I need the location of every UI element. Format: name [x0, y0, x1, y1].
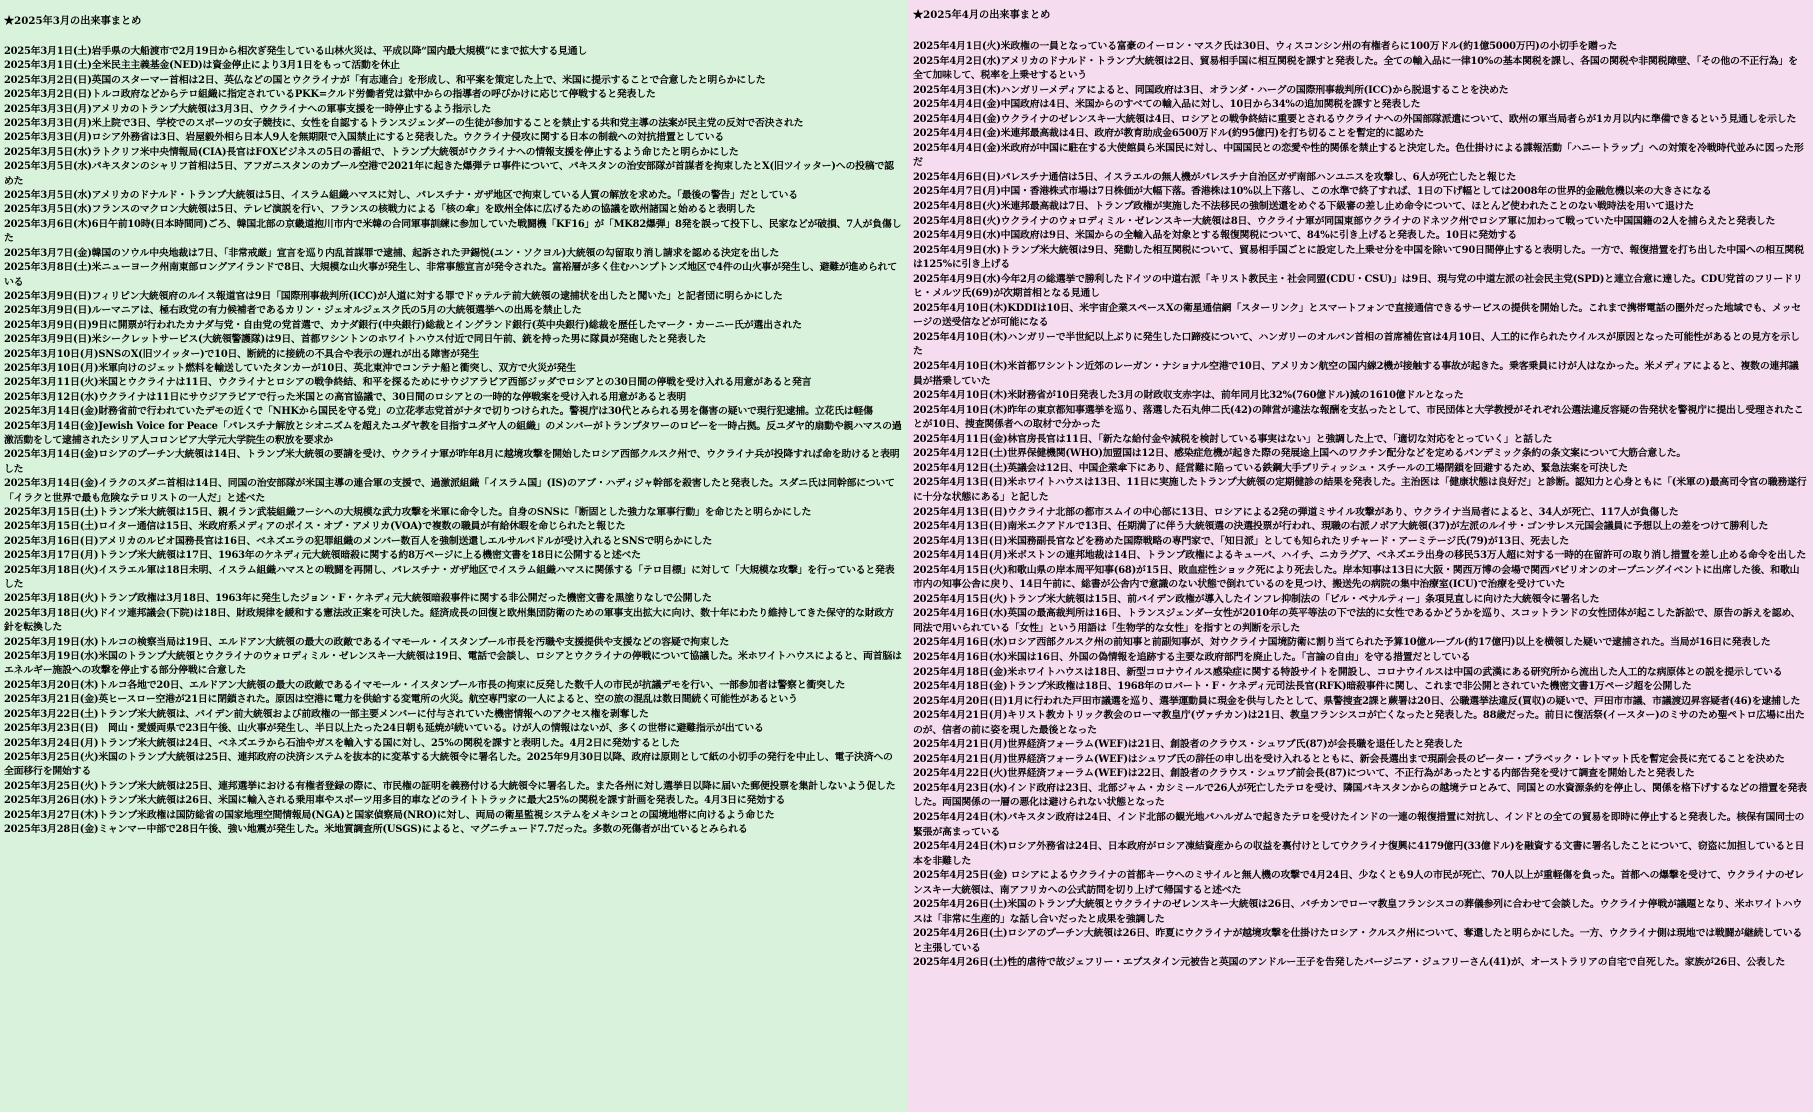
march-event-entry: 2025年3月25日(火)米国のトランプ大統領は25日、連邦政府の決済システムを抜本的に変革する大統領令に署名した。2025年9月30日以降、政府は原則として紙の小切手の発行を中止し、電子決済への全面移行を開始する [4, 751, 893, 778]
april-event-entry: 2025年4月4日(金)米連邦最高裁は4日、政府が教育助成金6500万ドル(約95億円)を打ち切ることを暫定的に認めた [913, 128, 1424, 140]
april-event-entry: 2025年4月26日(土)性的虐待で故ジェフリー・エプスタイン元被告と英国のアンドルー王子を告発したバージニア・ジュフリーさん(41)が、オーストラリアの自宅で自死した。家族が26日、公表した [913, 957, 1786, 969]
march-event-entry: 2025年3月9日(日)ルーマニアは、極右政党の有力候補者であるカリン・ジェオルジェスク氏の5月の大統領選挙への出馬を禁止した [4, 305, 582, 317]
march-event-entry: 2025年3月12日(水)ウクライナは11日にサウジアラビアで行った米国との高官協議で、30日間のロシアとの一時的な停戦案を受け入れる用意があると表明 [4, 391, 686, 403]
april-event-entry: 2025年4月10日(木)KDDIは10日、米宇宙企業スペースXの衛星通信網「スターリンク」とスマートフォンで直接通信できるサービスの提供を開始した。これまで携帯電話の圏外だった地域でも、メッセージの送受信などが可能になる [913, 302, 1801, 329]
march-event-entry: 2025年3月18日(火)イスラエル軍は18日未明、イスラム組織ハマスとの戦闘を再開し、パレスチナ・ガザ地区でイスラム組織ハマスに関係する「テロ目標」に対して「大規模な攻撃」を行っていると発表した [4, 564, 895, 591]
april-event-entry: 2025年4月12日(土)英議会は12日、中国企業傘下にあり、経営難に陥っている鉄鋼大手ブリティッシュ・スチールの工場閉鎖を回避するため、緊急法案を可決した [913, 462, 1628, 474]
march-event-entry: 2025年3月3日(月)ロシア外務省は3日、岩屋毅外相ら日本人9人を無期限で入国禁止にすると発表した。ウクライナ侵攻に関する日本の制裁への対抗措置としている [4, 132, 724, 144]
april-event-entry: 2025年4月18日(金)トランプ米政権は18日、1968年のロバート・F・ケネディ元司法長官(RFK)暗殺事件に関し、これまで非公開とされていた機密文書1万ページ超を公開した [913, 681, 1692, 693]
march-event-entry: 2025年3月7日(金)韓国のソウル中央地裁は7日、「非常戒厳」宣言を巡り内乱首謀罪で逮捕、起訴された尹錫悦(ユン・ソクヨル)大統領の勾留取り消し請求を認める決定を出した [4, 247, 780, 259]
march-event-entry: 2025年3月9日(日)フィリピン大統領府のルイス報道官は9日「国際刑事裁判所(ICC)が人道に対する罪でドゥテルテ前大統領の逮捕状を出したと聞いた」と記者団に明らかにした [4, 290, 783, 302]
april-event-entry: 2025年4月4日(金)米政府が中国に駐在する大使館員ら米国民に対し、中国国民との恋愛や性的関係を禁止すると決定した。色仕掛けによる諜報活動「ハニートラップ」への対策を冷戦時代並みに図った形だ [913, 142, 1804, 169]
march-event-entry: 2025年3月20日(木)トルコ各地で20日、エルドアン大統領の最大の政敵であるイマモール・イスタンブール市長の拘束に反発した数千人の市民が抗議デモを行い、一部参加者は警察と衝突した [4, 679, 846, 691]
april-event-entry: 2025年4月10日(木)ハンガリーで半世紀以上ぶりに発生した口蹄疫について、ハンガリーのオルバン首相の首席補佐官は4月10日、人工的に作られたウイルスが原因となった可能性があるとの見方を示した [913, 331, 1800, 358]
april-event-entry: 2025年4月13日(日)南米エクアドルで13日、任期満了に伴う大統領選の決選投票が行われ、現職の右派ノボア大統領(37)が左派のルイサ・ゴンサレス元国会議員に予想以上の差をつけて勝利した [913, 521, 1769, 533]
march-event-entry: 2025年3月5日(水)ラトクリフ米中央情報局(CIA)長官はFOXビジネスの5日の番組で、トランプ大統領がウクライナへの情報支援を停止するよう命じたと明らかにした [4, 146, 739, 158]
march-event-entry: 2025年3月21日(金)英ヒースロー空港が21日に閉鎖された。原因は空港に電力を供給する変電所の火災。航空専門家の一人によると、空の旅の混乱は数日間続く可能性があるという [4, 694, 798, 706]
march-event-entry: 2025年3月14日(金)イラクのスダニ首相は14日、同国の治安部隊が米国主導の連合軍の支援で、過激派組織「イスラム国」(IS)のアブ・ハディジャ幹部を殺害したと発表した。スダニ氏は同幹部について「イラクと世界で最も危険なテロリストの一人だ」と述べた [4, 478, 895, 504]
april-event-entry: 2025年4月9日(水)中国政府は9日、米国からの全輸入品を対象とする報復関税について、84%に引き上げると発表した。10日に発効する [913, 230, 1517, 242]
march-event-entry: 2025年3月19日(水)トルコの検察当局は19日、エルドアン大統領の最大の政敵であるイマモール・イスタンブール市長を汚職や支援提供や支援などの容疑で拘束した [4, 636, 730, 648]
april-event-entry: 2025年4月11日(金)林官房長官は11日、「新たな給付金や減税を検討している事実はない」と強調した上で、「適切な対応をとっていく」と話した [913, 433, 1553, 445]
march-event-entry: 2025年3月6日(木)6日午前10時(日本時間同)ごろ、韓国北部の京畿道抱川市内で米韓の合同軍事訓練に参加していた戦闘機「KF16」が「MK82爆弾」8発を誤って投下し、民家などが破損、7人が負傷した [4, 218, 902, 245]
march-event-list [4, 45, 902, 837]
april-event-entry: 2025年4月13日(日)ウクライナ北部の都市スムイの中心部に13日、ロシアによる2発の弾道ミサイル攻撃があり、ウクライナ当局者によると、34人が死亡、117人が負傷した [913, 506, 1679, 518]
march-event-entry: 2025年3月2日(日)トルコ政府などからテロ組織に指定されているPKK=クルド労働者党は獄中からの指導者の呼びかけに応じて停戦すると発表した [4, 89, 656, 101]
april-event-entry: 2025年4月20日(日)1月に行われた戸田市議選を巡り、選挙運動員に現金を供与したとして、県警捜査2課と蕨署は20日、公職選挙法違反(買収)の疑いで、戸田市市議、市議渡辺昇容疑者(46)を逮捕した [913, 695, 1801, 707]
april-event-entry: 2025年4月23日(水)インド政府は23日、北部ジャム・カシミールで26人が死亡したテロを受け、隣国パキスタンからの越境テロとみて、同国との水資源条約を停止し、関係を格下げするなどの措置を発表した。両国関係の一層の悪化は避けられない状態となった [913, 782, 1807, 809]
april-event-entry: 2025年4月2日(水)アメリカのドナルド・トランプ大統領は2日、貿易相手国に相互関税を課すと発表した。全ての輸入品に一律10%の基本関税を課し、各国の関税や非関税障壁、「その他の不正行為」を全て加味して、税率を上乗せするという [913, 55, 1798, 82]
march-event-entry: 2025年3月5日(水)パキスタンのシャリフ首相は5日、アフガニスタンのカブール空港で2021年に起きた爆弾テロ事件について、パキスタンの治安部隊が首謀者を拘束したとX(旧ツイッター)への投稿で認めた [4, 161, 894, 187]
april-event-entry: 2025年4月8日(火)ウクライナのウォロディミル・ゼレンスキー大統領は8日、ウクライナ軍が同国東部ウクライナのドネツク州でロシア軍に加わって戦っていた中国国籍の2人を捕らえたと発表した [913, 215, 1776, 227]
april-event-entry: 2025年4月18日(金)米ホワイトハウスは18日、新型コロナウイルス感染症に関する特設サイトを開設し、コロナウイルスは中国の武漢にある研究所から流出した人工的な病原体との説を提示している [913, 666, 1783, 678]
march-event-entry: 2025年3月24日(月)トランプ米大統領は24日、ベネズエラから石油やガスを輸入する国に対し、25%の関税を課すと表明した。4月2日に発効するとした [4, 737, 680, 749]
april-event-entry: 2025年4月24日(木)ロシア外務省は24日、日本政府がロシア凍結資産からの収益を裏付けとしてウクライナ復興に4179億円(33億ドル)を融資する文書に署名したことについて、窃盗に加担していると日本を非難した [913, 841, 1805, 867]
march-event-entry: 2025年3月18日(火)ドイツ連邦議会(下院)は18日、財政規律を緩和する憲法改正案を可決した。経済成長の回復と欧州集団防衛のための軍事支出拡大に向け、数十年にわたり維持してきた保守的な財政方針を転換した [4, 607, 894, 634]
april-event-entry: 2025年4月21日(月)世界経済フォーラム(WEF)はシュワブ氏の辞任の申し出を受け入れるとともに、新会長選出まで現副会長のピーター・ブラベック・レトマット氏を暫定会長に充てることを決めた [913, 753, 1785, 765]
april-events-column [908, 0, 1813, 1112]
april-event-entry: 2025年4月9日(水)今年2月の総選挙で勝利したドイツの中道右派「キリスト教民主・社会同盟(CDU・CSU)」は9日、現与党の中道左派の社会民主党(SPD)と連立合意に達した。CDU党首のフリードリヒ・メルツ氏(69)が次期首相となる見通し [913, 273, 1803, 300]
march-event-entry: 2025年3月14日(金)Jewish Voice for Peace「パレスチナ解放とシオニズムを超えたユダヤ教を目指すユダヤ人の組織」のメンバーがトランプタワーのロビーを一時占拠。反ユダヤ的扇動や親ハマスの過激活動をして逮捕されたシリア人コロンビア大学元大学院生の釈放を要求か [4, 420, 902, 446]
march-event-entry: 2025年3月10日(月)米軍向けのジェット燃料を輸送していたタンカーが10日、英北東沖でコンテナ船と衝突し、双方で火災が発生 [4, 362, 576, 374]
march-event-entry: 2025年3月1日(土)全米民主主義基金(NED)は資金停止により3月1日をもって活動を休止 [4, 60, 400, 72]
april-event-entry: 2025年4月7日(月)中国・香港株式市場は7日株価が大幅下落。香港株は10%以上下落し、この水準で終了すれば、1日の下げ幅としては2008年の世界的金融危機以来の大きさになる [913, 186, 1712, 198]
march-event-entry: 2025年3月22日(土)トランプ米大統領は、バイデン前大統領および前政権の一部主要メンバーに付与されていた機密情報へのアクセス権を剥奪した [4, 708, 649, 720]
april-event-entry: 2025年4月10日(木)米財務省が10日発表した3月の財政収支赤字は、前年同月比32%(760億ドル)減の1610億ドルとなった [913, 390, 1464, 402]
april-event-entry: 2025年4月21日(月)キリスト教カトリック教会のローマ教皇庁(ヴァチカン)は21日、教皇フランシスコが亡くなったと発表した。88歳だった。前日に復活祭(イースター)のミサのため聖ペトロ広場に出たのが、信者の前に姿を現した最後となった [913, 710, 1805, 736]
april-event-entry: 2025年4月16日(水)英国の最高裁判所は16日、トランスジェンダー女性が2010年の英平等法の下で法的に女性であるかどうかを巡り、スコットランドの女性団体が起こした訴訟で、原告の訴えを認め、同法で用いられている「女性」という用語は「生物学的な女性」を指すとの判断を示した [913, 608, 1801, 634]
march-title: ★2025年3月の出来事まとめ [4, 15, 142, 27]
april-event-entry: 2025年4月10日(木)昨年の東京都知事選挙を巡り、落選した石丸伸二氏(42)の陣営が違法な報酬を支払ったとして、市民団体と大学教授がそれぞれ公選法違反容疑の告発状を警視庁に提出し受理されたことが10日、捜査関係者への取材で分かった [913, 404, 1804, 431]
april-event-entry: 2025年4月24日(木)パキスタン政府は24日、インド北部の観光地パハルガムで起きたテロを受けたインドの一連の報復措置に対抗し、インドとの全ての貿易を即時に停止すると発表した。核保有国同士の緊張が高まっている [913, 811, 1805, 838]
march-event-entry: 2025年3月27日(木)トランプ米政権は国防総省の国家地理空間情報局(NGA)と国家偵察局(NRO)に対し、両局の衛星監視システムをメキシコとの国境地帯に向けるよう命じた [4, 809, 775, 821]
march-event-entry: 2025年3月9日(日)米シークレットサービス(大統領警護隊)は9日、首都ワシントンのホワイトハウス付近で同日午前、銃を持った男に隊員が発砲したと発表した [4, 334, 707, 346]
april-event-entry: 2025年4月14日(月)米ボストンの連邦地裁は14日、トランプ政権によるキューバ、ハイチ、ニカラグア、ベネズエラ出身の移民53万人超に対する一時的在留許可の取り消し措置を差し止める命令を出した [913, 550, 1807, 562]
april-event-list [913, 40, 1807, 971]
march-event-entry: 2025年3月15日(土)トランプ米大統領は15日、親イラン武装組織フーシへの大規模な武力攻撃を米軍に命令した。自身のSNSに「断固とした強力な軍事行動」を命じたと明らかにした [4, 507, 812, 518]
april-event-entry: 2025年4月16日(水)ロシア西部クルスク州の前知事と前副知事が、対ウクライナ国境防衛に割り当てられた予算10億ルーブル(約17億円)以上を横領した疑いで逮捕された。当局が16日に発表した [913, 637, 1771, 649]
april-event-entry: 2025年4月13日(日)米国務副長官などを務めた国際戦略の専門家で、「知日派」としても知られたリチャード・アーミテージ氏(79)が13日、死去した [913, 535, 1569, 547]
march-event-entry: 2025年3月23日(日) 岡山・愛媛両県で23日午後、山火事が発生し、半日以上たった24日朝も延焼が続いている。けが人の情報はないが、多くの世帯に避難指示が出ている [4, 723, 764, 735]
april-event-entry: 2025年4月4日(金)ウクライナのゼレンスキー大統領は4日、ロシアとの戦争終結に重要とされるウクライナへの外国部隊派遣について、欧州の軍当局者らが1カ月以内に準備できるという見通しを示した [913, 113, 1797, 125]
march-event-entry: 2025年3月8日(土)米ニューヨーク州南東部ロングアイランドで8日、大規模な山火事が発生し、非常事態宣言が発令された。富裕層が多く住むハンプトンズ地区で4件の山火事が発生し、避難が進められている [4, 262, 897, 288]
march-event-entry: 2025年3月10日(月)SNSのX(旧ツイッター)で10日、断続的に接続の不具合や表示の遅れが出る障害が発生 [4, 348, 480, 360]
march-event-entry: 2025年3月19日(水)米国のトランプ大統領とウクライナのウォロディミル・ゼレンスキー大統領は19日、電話で会談し、ロシアとウクライナの停戦について協議した。米ホワイトハウスによると、両首脳はエネルギー施設への攻撃を停止する部分停戦に合意した [4, 651, 902, 677]
april-event-entry: 2025年4月3日(木)ハンガリーメディアによると、同国政府は3日、オランダ・ハーグの国際刑事裁判所(ICC)から脱退することを決めた [913, 84, 1509, 96]
april-event-entry: 2025年4月9日(水)トランプ米大統領は9日、発動した相互関税について、貿易相手国ごとに設定した上乗せ分を中国を除いて90日間停止すると表明した。一方で、報復措置を打ち出した中国への相互関税は125%に引き上げる [913, 244, 1804, 271]
march-event-entry: 2025年3月5日(水)アメリカのドナルド・トランプ大統領は5日、イスラム組織ハマスに対し、パレスチナ・ガザ地区で拘束している人質の解放を求めた。「最後の警告」だとしている [4, 190, 798, 202]
march-event-entry: 2025年3月5日(水)フランスのマクロン大統領は5日、テレビ演説を行い、フランスの核戦力による「核の傘」を欧州全体に広げるための協議を欧州諸国と始めると表明した [4, 204, 756, 216]
april-event-entry: 2025年4月6日(日)パレスチナ通信は5日、イスラエルの無人機がパレスチナ自治区ガザ南部ハンユニスを攻撃し、6人が死亡したと報じた [913, 171, 1517, 183]
march-event-entry: 2025年3月25日(火)トランプ米大統領は25日、連邦選挙における有権者登録の際に、市民権の証明を義務付ける大統領令に署名した。また各州に対し選挙日以降に届いた郵便投票を集計しないよう促した [4, 780, 896, 792]
april-title: ★2025年4月の出来事まとめ [913, 9, 1051, 21]
april-event-entry: 2025年4月4日(金)中国政府は4日、米国からのすべての輸入品に対し、10日から34%の追加関税を課すと発表した [913, 99, 1421, 111]
april-event-entry: 2025年4月10日(木)米首都ワシントン近郊のレーガン・ナショナル空港で10日、アメリカン航空の国内線2機が接触する事故が起きた。乗客乗員にけが人はなかった。米メディアによると、複数の連邦議員が搭乗していた [913, 361, 1799, 387]
april-event-entry: 2025年4月12日(土)世界保健機関(WHO)加盟国は12日、感染症危機が起きた際の発展途上国へのワクチン配分などを定めるパンデミック条約の条文案について大筋合意した。 [913, 448, 1687, 460]
march-event-entry: 2025年3月15日(土)ロイター通信は15日、米政府系メディアのボイス・オブ・アメリカ(VOA)で複数の職員が有給休暇を命じられたと報じた [4, 521, 626, 533]
april-event-entry: 2025年4月1日(火)米政権の一員となっている富豪のイーロン・マスク氏は30日、ウィスコンシン州の有権者らに100万ドル(約1億5000万円)の小切手を贈った [913, 41, 1618, 52]
april-event-entry: 2025年4月15日(火)トランプ米大統領は15日、前バイデン政権が導入したインフレ抑制法の「ピル・ペナルティー」条項見直しに向けた大統領令に署名した [913, 593, 1600, 605]
march-event-entry: 2025年3月18日(火)トランプ政権は3月18日、1963年に発生したジョン・F・ケネディ元大統領暗殺事件に関する非公開だった機密文書を黒塗りなしで公開した [4, 593, 712, 605]
april-event-entry: 2025年4月21日(月)世界経済フォーラム(WEF)は21日、創設者のクラウス・シュワブ氏(87)が会長職を退任したと発表した [913, 739, 1463, 751]
april-event-entry: 2025年4月25日(金) ロシアによるウクライナの首都キーウへのミサイルと無人機の攻撃で4月24日、少なくとも9人の市民が死亡、70人以上が重軽傷を負った。首都への爆撃を受けて、ウクライナのゼレンスキー大統領は、南アフリカへの公式訪問を切り上げて帰国すると述べた [913, 870, 1804, 896]
march-event-entry: 2025年3月9日(日)9日に開票が行われたカナダ与党・自由党の党首選で、カナダ銀行(中央銀行)総裁とイングランド銀行(英中央銀行)総裁を歴任したマーク・カーニー氏が選出された [4, 319, 802, 331]
march-event-entry: 2025年3月16日(日)アメリカのルビオ国務長官は16日、ベネズエラの犯罪組織のメンバー数百人を強制送還しエルサルバドルが受け入れるとSNSで明らかにした [4, 535, 713, 547]
march-event-entry: 2025年3月1日(土)岩手県の大船渡市で2月19日から相次ぎ発生している山林火災は、平成以降“国内最大規模”にまで拡大する見通し [4, 46, 588, 57]
march-event-entry: 2025年3月14日(金)ロシアのプーチン大統領は14日、トランプ米大統領の要請を受け、ウクライナ軍が昨年8月に越境攻撃を開始したロシア西部クルスク州で、ウクライナ兵が投降すれば命を助けると表明した [4, 449, 900, 475]
april-event-entry: 2025年4月15日(火)和歌山県の岸本周平知事(68)が15日、敗血症性ショック死により死去した。岸本知事は13日に大阪・関西万博の会場で関西パビリオンのオープニングイベントに出席した後、和歌山市内の知事公舎に戻り、14日午前に、総書が公舎内で意識のない状態で倒れているのを見つけ、搬送先の病院の集中治療室(ICU)で治療を受けていた [913, 564, 1800, 591]
march-event-entry: 2025年3月17日(月)トランプ米大統領は17日、1963年のケネディ元大統領暗殺に関する約8万ページに上る機密文書を18日に公開すると述べた [4, 550, 641, 562]
april-event-entry: 2025年4月22日(火)世界経済フォーラム(WEF)は22日、創設者のクラウス・シュワブ前会長(87)について、不正行為があったとする内部告発を受けて調査を開始したと発表した [913, 768, 1695, 780]
april-event-entry: 2025年4月26日(土)ロシアのプーチン大統領は26日、昨夏にウクライナが越境攻撃を仕掛けたロシア・クルスク州について、奪還したと明らかにした。一方、ウクライナ側は現地では戦闘が継続していると主張している [913, 928, 1802, 954]
march-event-entry: 2025年3月14日(金)財務省前で行われていたデモの近くで「NHKから国民を守る党」の立花孝志党首がナタで切りつけられた。警視庁は30代とみられる男を傷害の疑いで現行犯逮捕。立花氏は軽傷 [4, 406, 873, 418]
april-event-entry: 2025年4月8日(火)米連邦最高裁は7日、トランプ政権が実施した不法移民の強制送還をめぐる下級審の差し止め命令について、ほとんど使われたことのない戦時法を用いて退けた [913, 201, 1694, 213]
april-event-entry: 2025年4月13日(日)米ホワイトハウスは13日、11日に実施したトランプ大統領の定期健診の結果を発表した。主治医は「健康状態は良好だ」と診断。認知力と心身ともに「(米軍の)最高司令官の職務遂行に十分な状態にある」と記した [913, 477, 1807, 503]
march-event-entry: 2025年3月3日(月)アメリカのトランプ大統領は3月3日、ウクライナへの軍事支援を一時停止するよう指示した [4, 103, 492, 115]
april-event-entry: 2025年4月16日(水)米国は16日、外国の偽情報を追跡する主要な政府部門を廃止した。「言論の自由」を守る措置だとしている [913, 651, 1471, 663]
march-event-entry: 2025年3月2日(日)英国のスターマー首相は2日、英仏などの国とウクライナが「有志連合」を形成し、和平案を策定した上で、米国に提示することで合意したと明らかにした [4, 74, 766, 86]
march-event-entry: 2025年3月11日(火)米国とウクライナは11日、ウクライナとロシアの戦争終結、和平を探るためにサウジアラビア西部ジッダでロシアとの30日間の停戦を受け入れる用意があると発言 [4, 377, 812, 389]
march-event-entry: 2025年3月3日(月)米上院で3日、学校でのスポーツの女子競技に、女性を自認するトランスジェンダーの生徒が参加することを禁止する共和党主導の法案が民主党の反対で否決された [4, 118, 804, 130]
april-event-entry: 2025年4月26日(土)米国のトランプ大統領とウクライナのゼレンスキー大統領は26日、バチカンでローマ教皇フランシスコの葬儀参列に合わせて会談した。ウクライナ停戦が議題となり、米ホワイトハウスは「非常に生産的」な話し合いだったと成果を強調した [913, 899, 1802, 925]
march-event-entry: 2025年3月28日(金)ミャンマー中部で28日午後、強い地震が発生した。米地質調査所(USGS)によると、マグニチュード7.7だった。多数の死傷者が出ているとみられる [4, 823, 748, 835]
march-event-entry: 2025年3月26日(水)トランプ米大統領は26日、米国に輸入される乗用車やスポーツ用多目的車などのライトトラックに最大25%の関税を課す計画を発表した。4月3日に発効する [4, 795, 786, 807]
